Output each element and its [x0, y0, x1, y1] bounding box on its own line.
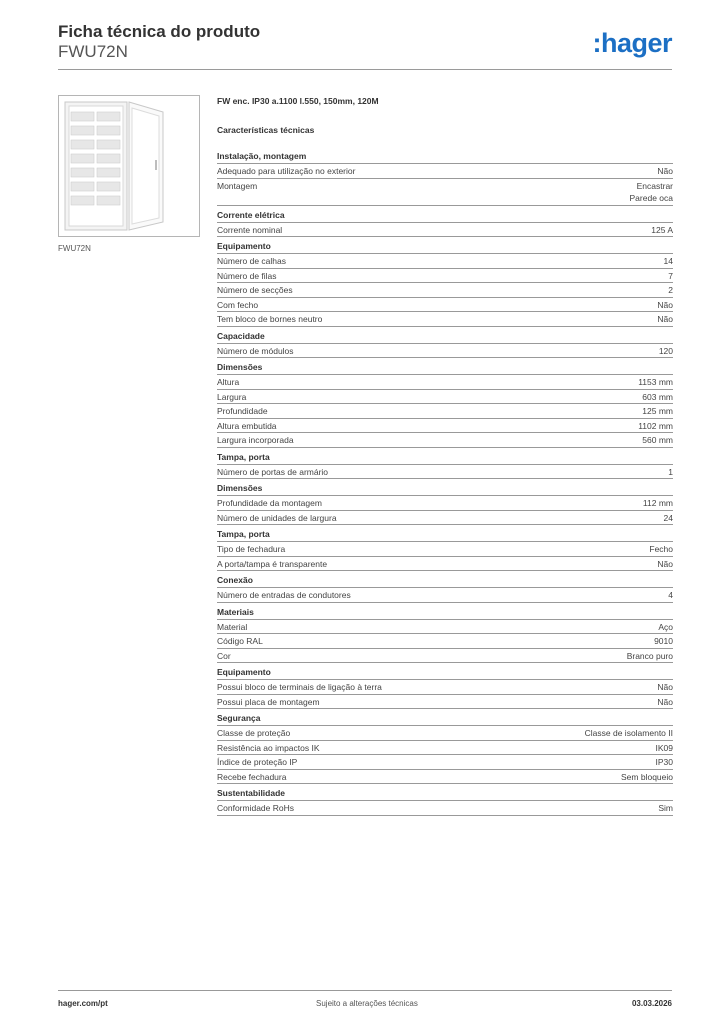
- spec-row: [217, 344, 673, 359]
- hager-logo: :hager: [592, 28, 672, 58]
- spec-row: [217, 726, 673, 741]
- spec-row: [217, 375, 673, 390]
- spec-row: [217, 283, 673, 298]
- spec-value: Não: [657, 682, 673, 692]
- spec-section: [217, 151, 673, 206]
- section-title: Conexão: [217, 575, 673, 588]
- spec-section: [217, 607, 673, 664]
- spec-row: [217, 741, 673, 756]
- spec-row: [217, 542, 673, 557]
- spec-section: [217, 529, 673, 571]
- spec-label: Número de filas: [217, 270, 277, 281]
- spec-row: [217, 465, 673, 480]
- spec-label: Profundidade: [217, 406, 268, 416]
- product-code: FWU72N: [58, 42, 128, 61]
- spec-content: [217, 96, 673, 816]
- spec-value: 2: [668, 285, 673, 295]
- spec-row: [217, 496, 673, 511]
- spec-label: Possui bloco de terminais de ligação à terra: [217, 682, 382, 692]
- spec-label: Índice de proteção IP: [217, 757, 298, 767]
- section-title: Equipamento: [217, 241, 673, 254]
- enclosure-illustration: [59, 96, 201, 238]
- spec-row: [217, 511, 673, 526]
- section-title: Instalação, montagem: [217, 151, 673, 164]
- spec-section: [217, 362, 673, 448]
- spec-section: [217, 241, 673, 327]
- spec-label: Largura: [217, 391, 247, 402]
- spec-label: Número de calhas: [217, 256, 286, 266]
- spec-label: Montagem: [217, 180, 258, 191]
- spec-label: Largura incorporada: [217, 435, 294, 445]
- spec-value: Não: [657, 696, 673, 707]
- spec-value: Classe de isolamento II: [584, 728, 673, 738]
- spec-row: [217, 770, 673, 785]
- spec-value: 24: [663, 512, 673, 523]
- spec-label: Profundidade da montagem: [217, 498, 322, 508]
- product-image: [58, 95, 200, 237]
- spec-label: Com fecho: [217, 299, 259, 310]
- spec-value: 9010: [654, 636, 673, 646]
- spec-row: [217, 269, 673, 284]
- technical-characteristics-heading: Características técnicas: [217, 125, 315, 135]
- document-title: Ficha técnica do produto: [58, 22, 261, 41]
- section-title: Tampa, porta: [217, 452, 673, 465]
- spec-label: Altura embutida: [217, 420, 277, 431]
- section-title: Capacidade: [217, 331, 673, 344]
- spec-row: [217, 620, 673, 635]
- spec-row: [217, 164, 673, 179]
- section-title: Equipamento: [217, 667, 673, 680]
- spec-label: Altura: [217, 377, 240, 387]
- spec-value: 560 mm: [642, 435, 673, 445]
- spec-label: Número de unidades de largura: [217, 512, 337, 523]
- spec-label: Adequado para utilização no exterior: [217, 166, 356, 176]
- spec-value: 1102 mm: [638, 420, 673, 431]
- spec-value: 4: [668, 590, 673, 600]
- spec-label: Classe de proteção: [217, 728, 291, 738]
- spec-row: [217, 649, 673, 664]
- spec-label: Recebe fechadura: [217, 771, 287, 782]
- spec-row: [217, 588, 673, 603]
- spec-row: [217, 634, 673, 649]
- spec-label: Possui placa de montagem: [217, 696, 320, 707]
- spec-value: 125 A: [651, 224, 673, 235]
- spec-value: Sim: [658, 803, 673, 813]
- section-title: Segurança: [217, 713, 673, 726]
- document-header: [58, 20, 672, 70]
- spec-row: [217, 557, 673, 572]
- section-title: Dimensões: [217, 483, 673, 496]
- spec-section: [217, 331, 673, 359]
- spec-value: 7: [668, 270, 673, 281]
- spec-row: [217, 801, 673, 816]
- spec-value: Encastrar Parede oca: [629, 180, 673, 203]
- spec-section: [217, 713, 673, 784]
- spec-value: 1: [668, 466, 673, 477]
- spec-row: [217, 680, 673, 695]
- footer-notice: Sujeito a alterações técnicas: [316, 999, 418, 1008]
- section-title: Corrente elétrica: [217, 210, 673, 223]
- spec-row: [217, 179, 673, 206]
- spec-section: [217, 667, 673, 709]
- spec-row: [217, 223, 673, 238]
- spec-label: Tipo de fechadura: [217, 544, 286, 554]
- spec-label: Tem bloco de bornes neutro: [217, 314, 323, 324]
- spec-label: Conformidade RoHs: [217, 803, 295, 813]
- spec-row: [217, 755, 673, 770]
- spec-row: [217, 433, 673, 448]
- spec-value: IK09: [655, 742, 673, 753]
- spec-value: Não: [657, 299, 673, 310]
- spec-label: Número de entradas de condutores: [217, 590, 351, 600]
- spec-label: Resistência ao impactos IK: [217, 742, 320, 753]
- spec-label: Material: [217, 621, 248, 632]
- spec-section: [217, 210, 673, 238]
- spec-section: [217, 788, 673, 816]
- spec-value: Aço: [658, 621, 673, 632]
- spec-row: [217, 404, 673, 419]
- spec-value: 125 mm: [642, 406, 673, 416]
- spec-value: Não: [657, 558, 673, 569]
- spec-row: [217, 312, 673, 327]
- spec-label: Código RAL: [217, 636, 263, 646]
- product-description: FW enc. IP30 a.1100 l.550, 150mm, 120M: [217, 96, 379, 106]
- section-title: Tampa, porta: [217, 529, 673, 542]
- spec-value: Não: [657, 314, 673, 324]
- section-title: Materiais: [217, 607, 673, 620]
- spec-row: [217, 254, 673, 269]
- spec-section: [217, 452, 673, 480]
- spec-row: [217, 390, 673, 405]
- spec-value: IP30: [655, 757, 673, 767]
- spec-value: 120: [658, 345, 673, 356]
- spec-value: 14: [663, 256, 673, 266]
- spec-sections: [217, 151, 673, 816]
- spec-label: A porta/tampa é transparente: [217, 558, 328, 569]
- spec-label: Cor: [217, 650, 231, 661]
- spec-label: Número de secções: [217, 285, 293, 295]
- spec-value: Fecho: [649, 544, 673, 554]
- spec-section: [217, 483, 673, 525]
- section-title: Dimensões: [217, 362, 673, 375]
- document-footer: [58, 990, 672, 1014]
- image-caption: FWU72N: [58, 244, 91, 253]
- spec-value: Branco puro: [626, 650, 673, 661]
- spec-value: 112 mm: [642, 498, 673, 508]
- spec-label: Número de módulos: [217, 345, 294, 356]
- spec-value: 603 mm: [642, 391, 673, 402]
- spec-value: Sem bloqueio: [621, 771, 673, 782]
- spec-value: 1153 mm: [638, 377, 673, 387]
- spec-row: [217, 419, 673, 434]
- spec-value: Não: [657, 166, 673, 176]
- spec-row: [217, 695, 673, 710]
- spec-label: Número de portas de armário: [217, 466, 329, 477]
- section-title: Sustentabilidade: [217, 788, 673, 801]
- footer-date: 03.03.2026: [631, 999, 672, 1008]
- spec-label: Corrente nominal: [217, 224, 283, 235]
- footer-website: hager.com/pt: [58, 999, 108, 1008]
- spec-row: [217, 298, 673, 313]
- spec-section: [217, 575, 673, 603]
